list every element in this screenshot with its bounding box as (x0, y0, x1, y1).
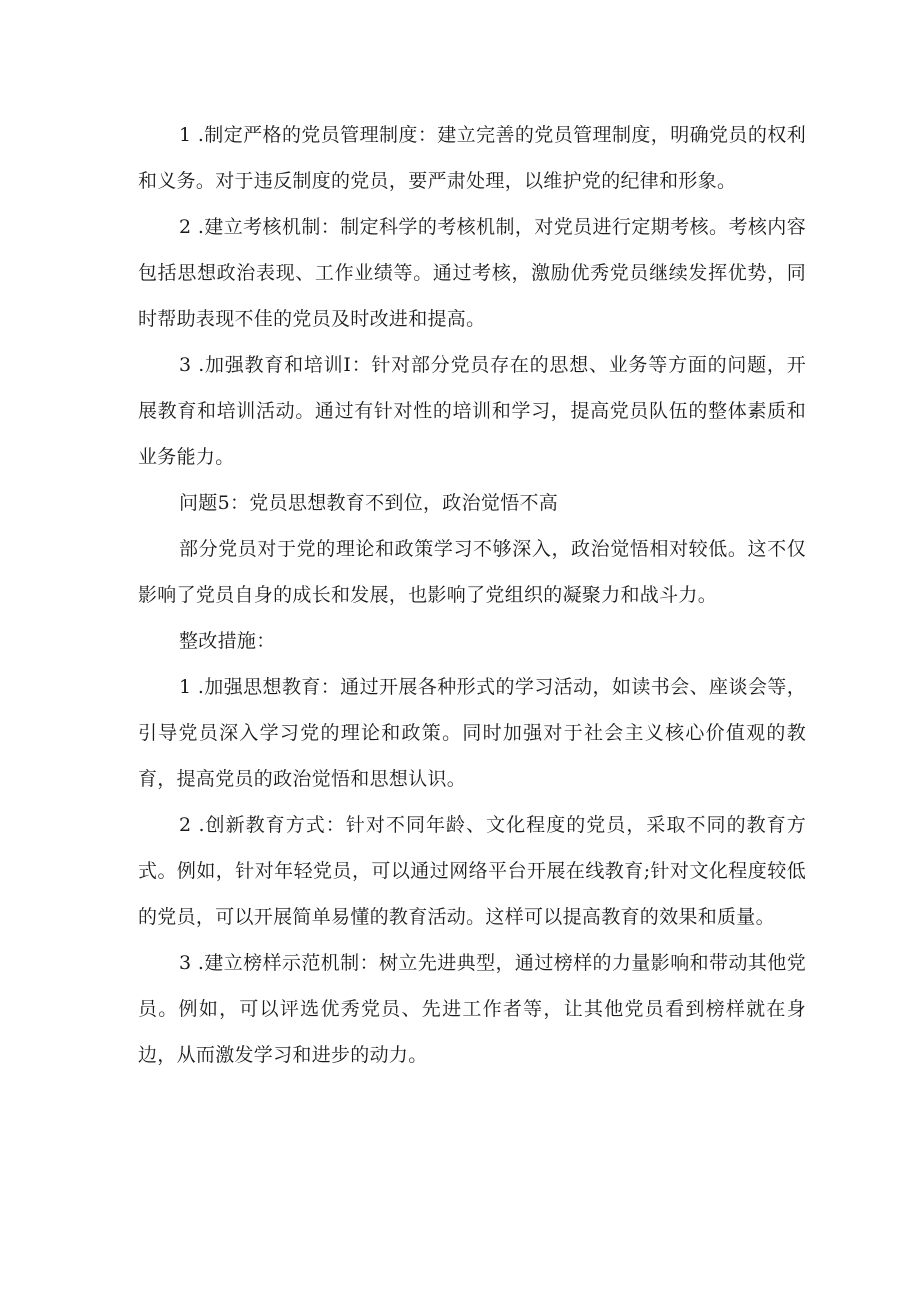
problem-5-description: 部分党员对于党的理论和政策学习不够深入，政治觉悟相对较低。这不仅影响了党员自身的成长和发展，也影响了党组织的凝聚力和战斗力。 (138, 538, 806, 606)
problem-5-heading: 问题5：党员思想教育不到位，政治觉悟不高 (179, 492, 559, 514)
measure-item-1-strict-management: 1 .制定严格的党员管理制度：建立完善的党员管理制度，明确党员的权利和义务。对于违反制度的党员，要严肃处理，以维护党的纪律和形象。 (138, 124, 806, 192)
measure-item-2-assessment: 2 .建立考核机制：制定科学的考核机制，对党员进行定期考核。考核内容包括思想政治表现、工作业绩等。通过考核，激励优秀党员继续发挥优势，同时帮助表现不佳的党员及时改进和提高。 (138, 216, 806, 330)
measure-item-3-training: 3 .加强教育和培训I：针对部分党员存在的思想、业务等方面的问题，开展教育和培训活动。通过有针对性的培训和学习，提高党员队伍的整体素质和业务能力。 (138, 354, 806, 468)
rectification-item-2: 2 .创新教育方式：针对不同年龄、文化程度的党员，采取不同的教育方式。例如，针对年轻党员，可以通过网络平台开展在线教育;针对文化程度较低的党员，可以开展简单易懂的教育活动。这样可以提高教育的效果和质量。 (138, 814, 806, 928)
document-page (138, 112, 806, 1078)
rectification-item-1: 1 .加强思想教育：通过开展各种形式的学习活动，如读书会、座谈会等，引导党员深入学习党的理论和政策。同时加强对于社会主义核心价值观的教育，提高党员的政治觉悟和思想认识。 (138, 676, 806, 790)
rectification-item-3: 3 .建立榜样示范机制：树立先进典型，通过榜样的力量影响和带动其他党员。例如，可以评选优秀党员、先进工作者等，让其他党员看到榜样就在身边，从而激发学习和进步的动力。 (138, 952, 806, 1066)
rectification-heading: 整改措施： (179, 630, 276, 652)
